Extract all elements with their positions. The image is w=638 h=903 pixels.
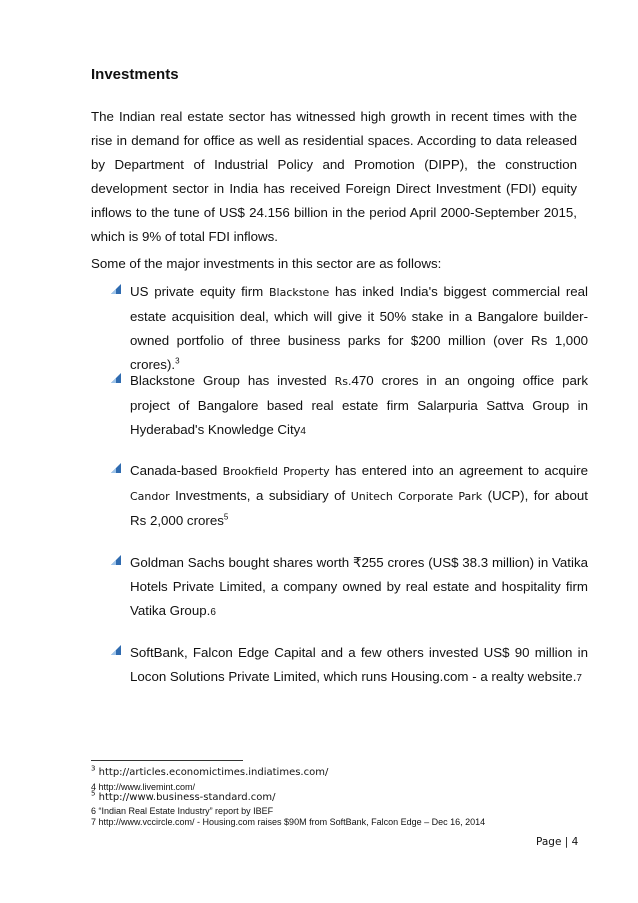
footnote-7: 7 http://www.vccircle.com/ - Housing.com raises $90M from SoftBank, Falcon Edge – Dec 16, 2014	[91, 817, 486, 827]
bullet-text: US private equity firm Blackstone has inked India's biggest commercial real estate acquisition deal, which will give it 50% stake in a Bangalore builder-owned portfolio of three business parks for $200 million (over Rs 1,000 crores).$^3$	[130, 284, 589, 372]
arrow-bullet-icon	[110, 644, 122, 656]
page-number: Page | 4	[536, 836, 579, 848]
footnote-4: 4 http://www.livemint.com/	[91, 782, 196, 792]
footnote-ref: 5	[223, 512, 229, 522]
section-heading: Investments	[91, 66, 179, 83]
footnote-3: $^3$ http://articles.economictimes.indiatimes.com/	[91, 764, 329, 778]
bullet-text: Blackstone Group has invested Rs.470 crores in an ongoing office park project of Bangalore based real estate firm Salarpuria Sattva Group in Hyderabad's Knowledge City4	[130, 373, 588, 437]
arrow-bullet-icon	[110, 462, 122, 474]
arrow-bullet-icon	[110, 283, 122, 295]
footnote-5: $^5$ http://www.business-standard.com/	[91, 789, 276, 803]
footnote-6: 6 “Indian Real Estate Industry” report by IBEF	[91, 806, 274, 816]
footnote-ref: 7	[576, 673, 582, 684]
bullet-text: Goldman Sachs bought shares worth ₹255 crores (US$ 38.3 million) in Vatika Hotels Private Limited, a company owned by real estate and hospitality firm Vatika Group.6	[130, 555, 588, 618]
arrow-bullet-icon	[110, 554, 122, 566]
bullet-text: Canada-based Brookfield Property has entered into an agreement to acquire Candor Investments, a subsidiary of Unitech Corporate Park (UCP), for about Rs 2,000 crores$^5$	[130, 463, 589, 528]
footnote-ref: 4	[300, 426, 306, 437]
footnote-divider	[91, 760, 243, 761]
intro-paragraph: The Indian real estate sector has witnessed high growth in recent times with the rise in demand for office as well as residential spaces. According to data released by Department of Industrial Policy and Promotion (DIPP), the construction development sector in India has received Foreign Direct Investment (FDI) equity inflows to the tune of US$ 24.156 billion in the period April 2000-September 2015, which is 9% of total FDI inflows.	[91, 109, 577, 244]
investments-lead: Some of the major investments in this sector are as follows:	[91, 256, 442, 271]
bullet-text: SoftBank, Falcon Edge Capital and a few others invested US$ 90 million in Locon Solutions Private Limited, which runs Housing.com - a realty website.7	[130, 645, 588, 684]
footnote-ref: 6	[210, 607, 216, 618]
footnote-ref: 3	[175, 356, 180, 366]
arrow-bullet-icon	[110, 372, 122, 384]
